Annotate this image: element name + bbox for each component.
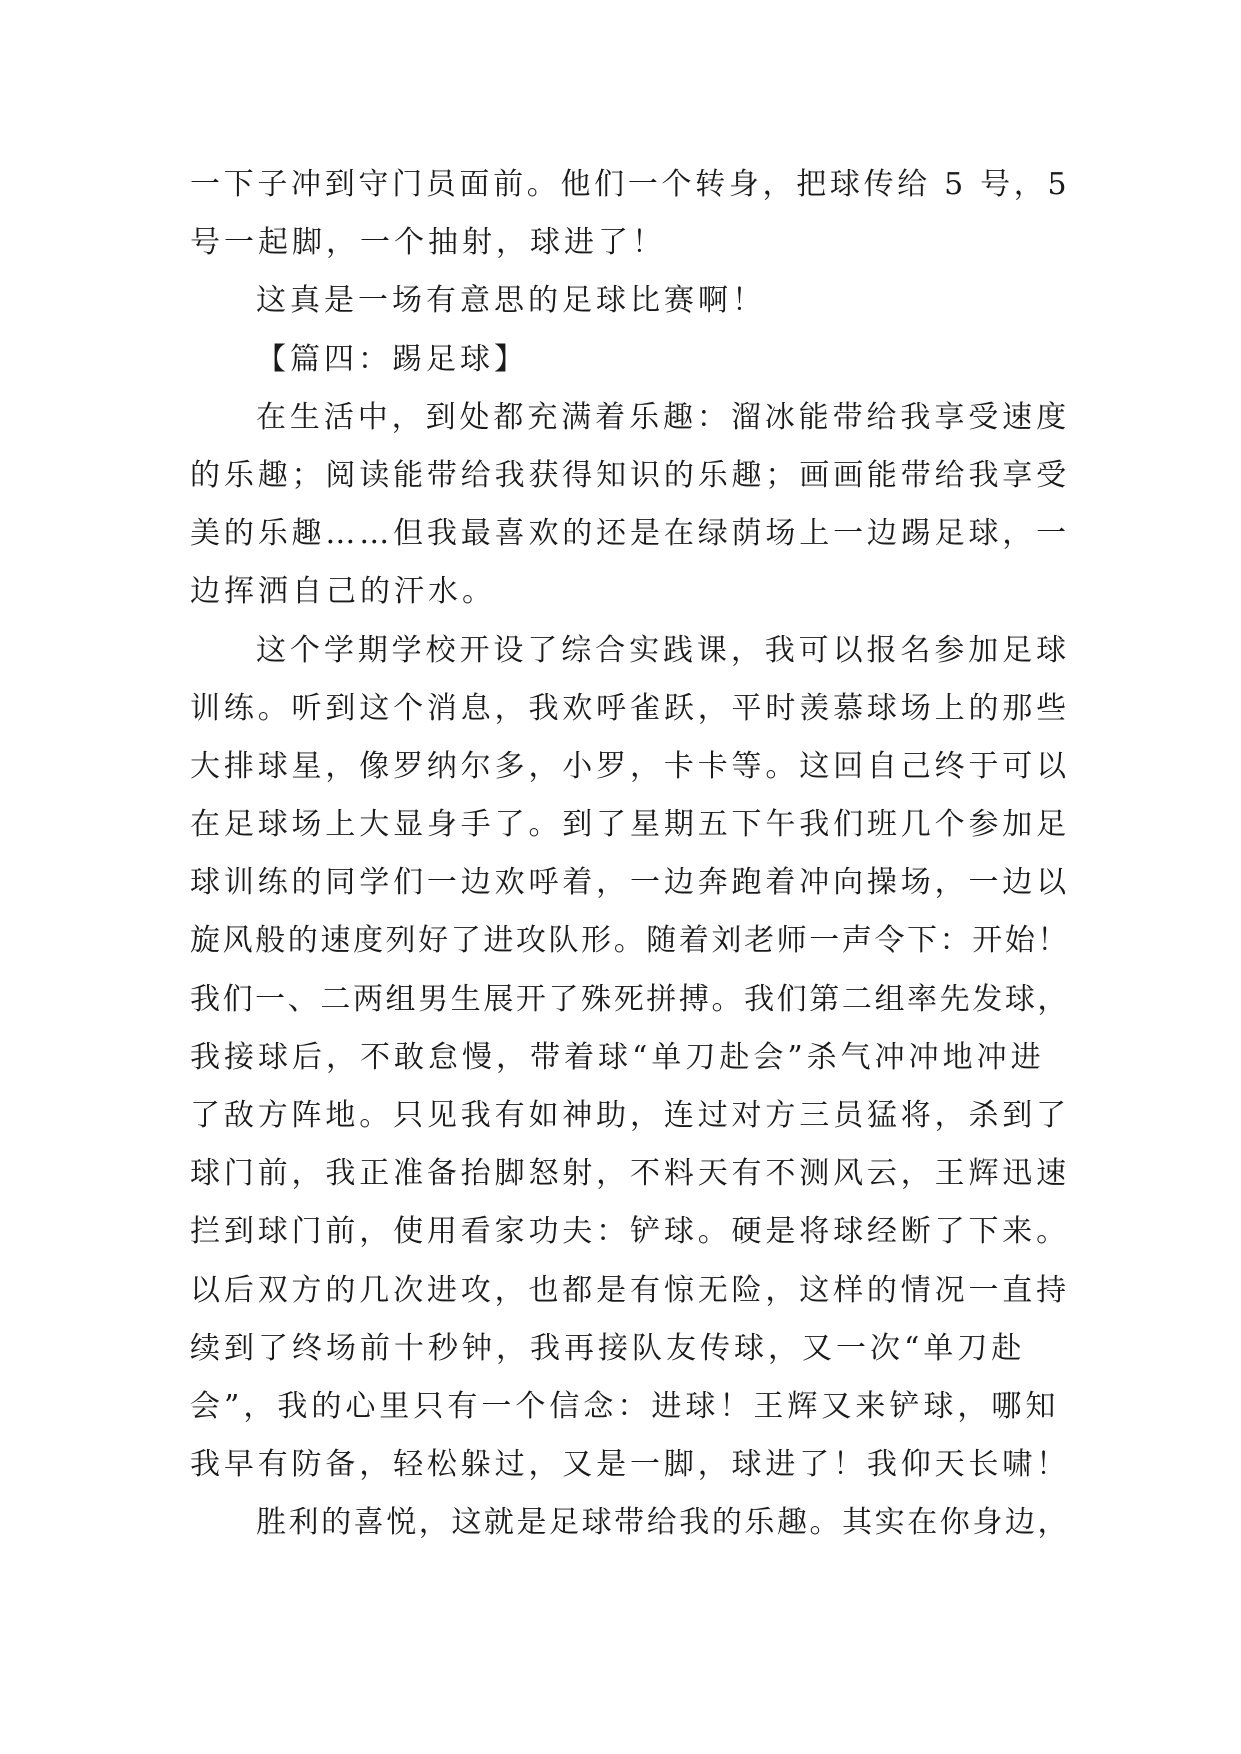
text-line: 美的乐趣……但我最喜欢的还是在绿荫场上一边踢足球，一 — [190, 516, 1070, 552]
text-line: 拦到球门前，使用看家功夫：铲球。硬是将球经断了下来。 — [190, 1214, 1070, 1250]
text-line: 以后双方的几次进攻，也都是有惊无险，这样的情况一直持 — [190, 1272, 1070, 1308]
text-line: 一下子冲到守门员面前。他们一个转身，把球传给 5 号，5 — [190, 167, 1071, 202]
text-line: 号一起脚，一个抽射，球进了！ — [190, 225, 666, 261]
text-line: 旋风般的速度列好了进攻队形。随着刘老师一声令下：开始！ — [190, 923, 1070, 959]
text-line: 续到了终场前十秒钟，我再接队友传球，又一次“单刀赴 — [190, 1330, 1026, 1366]
text-line: 了敌方阵地。只见我有如神助，连过对方三员猛将，杀到了 — [190, 1098, 1070, 1133]
text-line: 在足球场上大显身手了。到了星期五下午我们班几个参加足 — [190, 807, 1070, 843]
text-line: 训练。听到这个消息，我欢呼雀跃，平时羡慕球场上的那些 — [190, 690, 1070, 726]
text-line: 在生活中，到处都充满着乐趣：溜冰能带给我享受速度 — [256, 399, 1070, 435]
text-line: 会”，我的心里只有一个信念：进球！王辉又来铲球，哪知 — [190, 1388, 1060, 1424]
text-line: 【篇四：踢足球】 — [256, 341, 528, 377]
text-line: 大排球星，像罗纳尔多，小罗，卡卡等。这回自己终于可以 — [190, 748, 1070, 784]
text-line: 胜利的喜悦，这就是足球带给我的乐趣。其实在你身边， — [256, 1505, 1070, 1541]
text-line: 这真是一场有意思的足球比赛啊！ — [256, 283, 766, 319]
text-line: 我早有防备，轻松躲过，又是一脚，球进了！我仰天长啸！ — [190, 1447, 1070, 1483]
body-text — [190, 156, 1070, 1553]
text-line: 球门前，我正准备抬脚怒射，不料天有不测风云，王辉迅速 — [190, 1156, 1070, 1192]
text-line: 边挥洒自己的汗水。 — [190, 574, 496, 610]
text-line: 这个学期学校开设了综合实践课，我可以报名参加足球 — [256, 632, 1070, 668]
text-line: 我接球后，不敢怠慢，带着球“单刀赴会”杀气冲冲地冲进 — [190, 1039, 1045, 1075]
text-line: 的乐趣；阅读能带给我获得知识的乐趣；画画能带给我享受 — [190, 457, 1070, 493]
text-line: 球训练的同学们一边欢呼着，一边奔跑着冲向操场，一边以 — [190, 865, 1070, 901]
text-line: 我们一、二两组男生展开了殊死拼搏。我们第二组率先发球， — [190, 981, 1070, 1017]
